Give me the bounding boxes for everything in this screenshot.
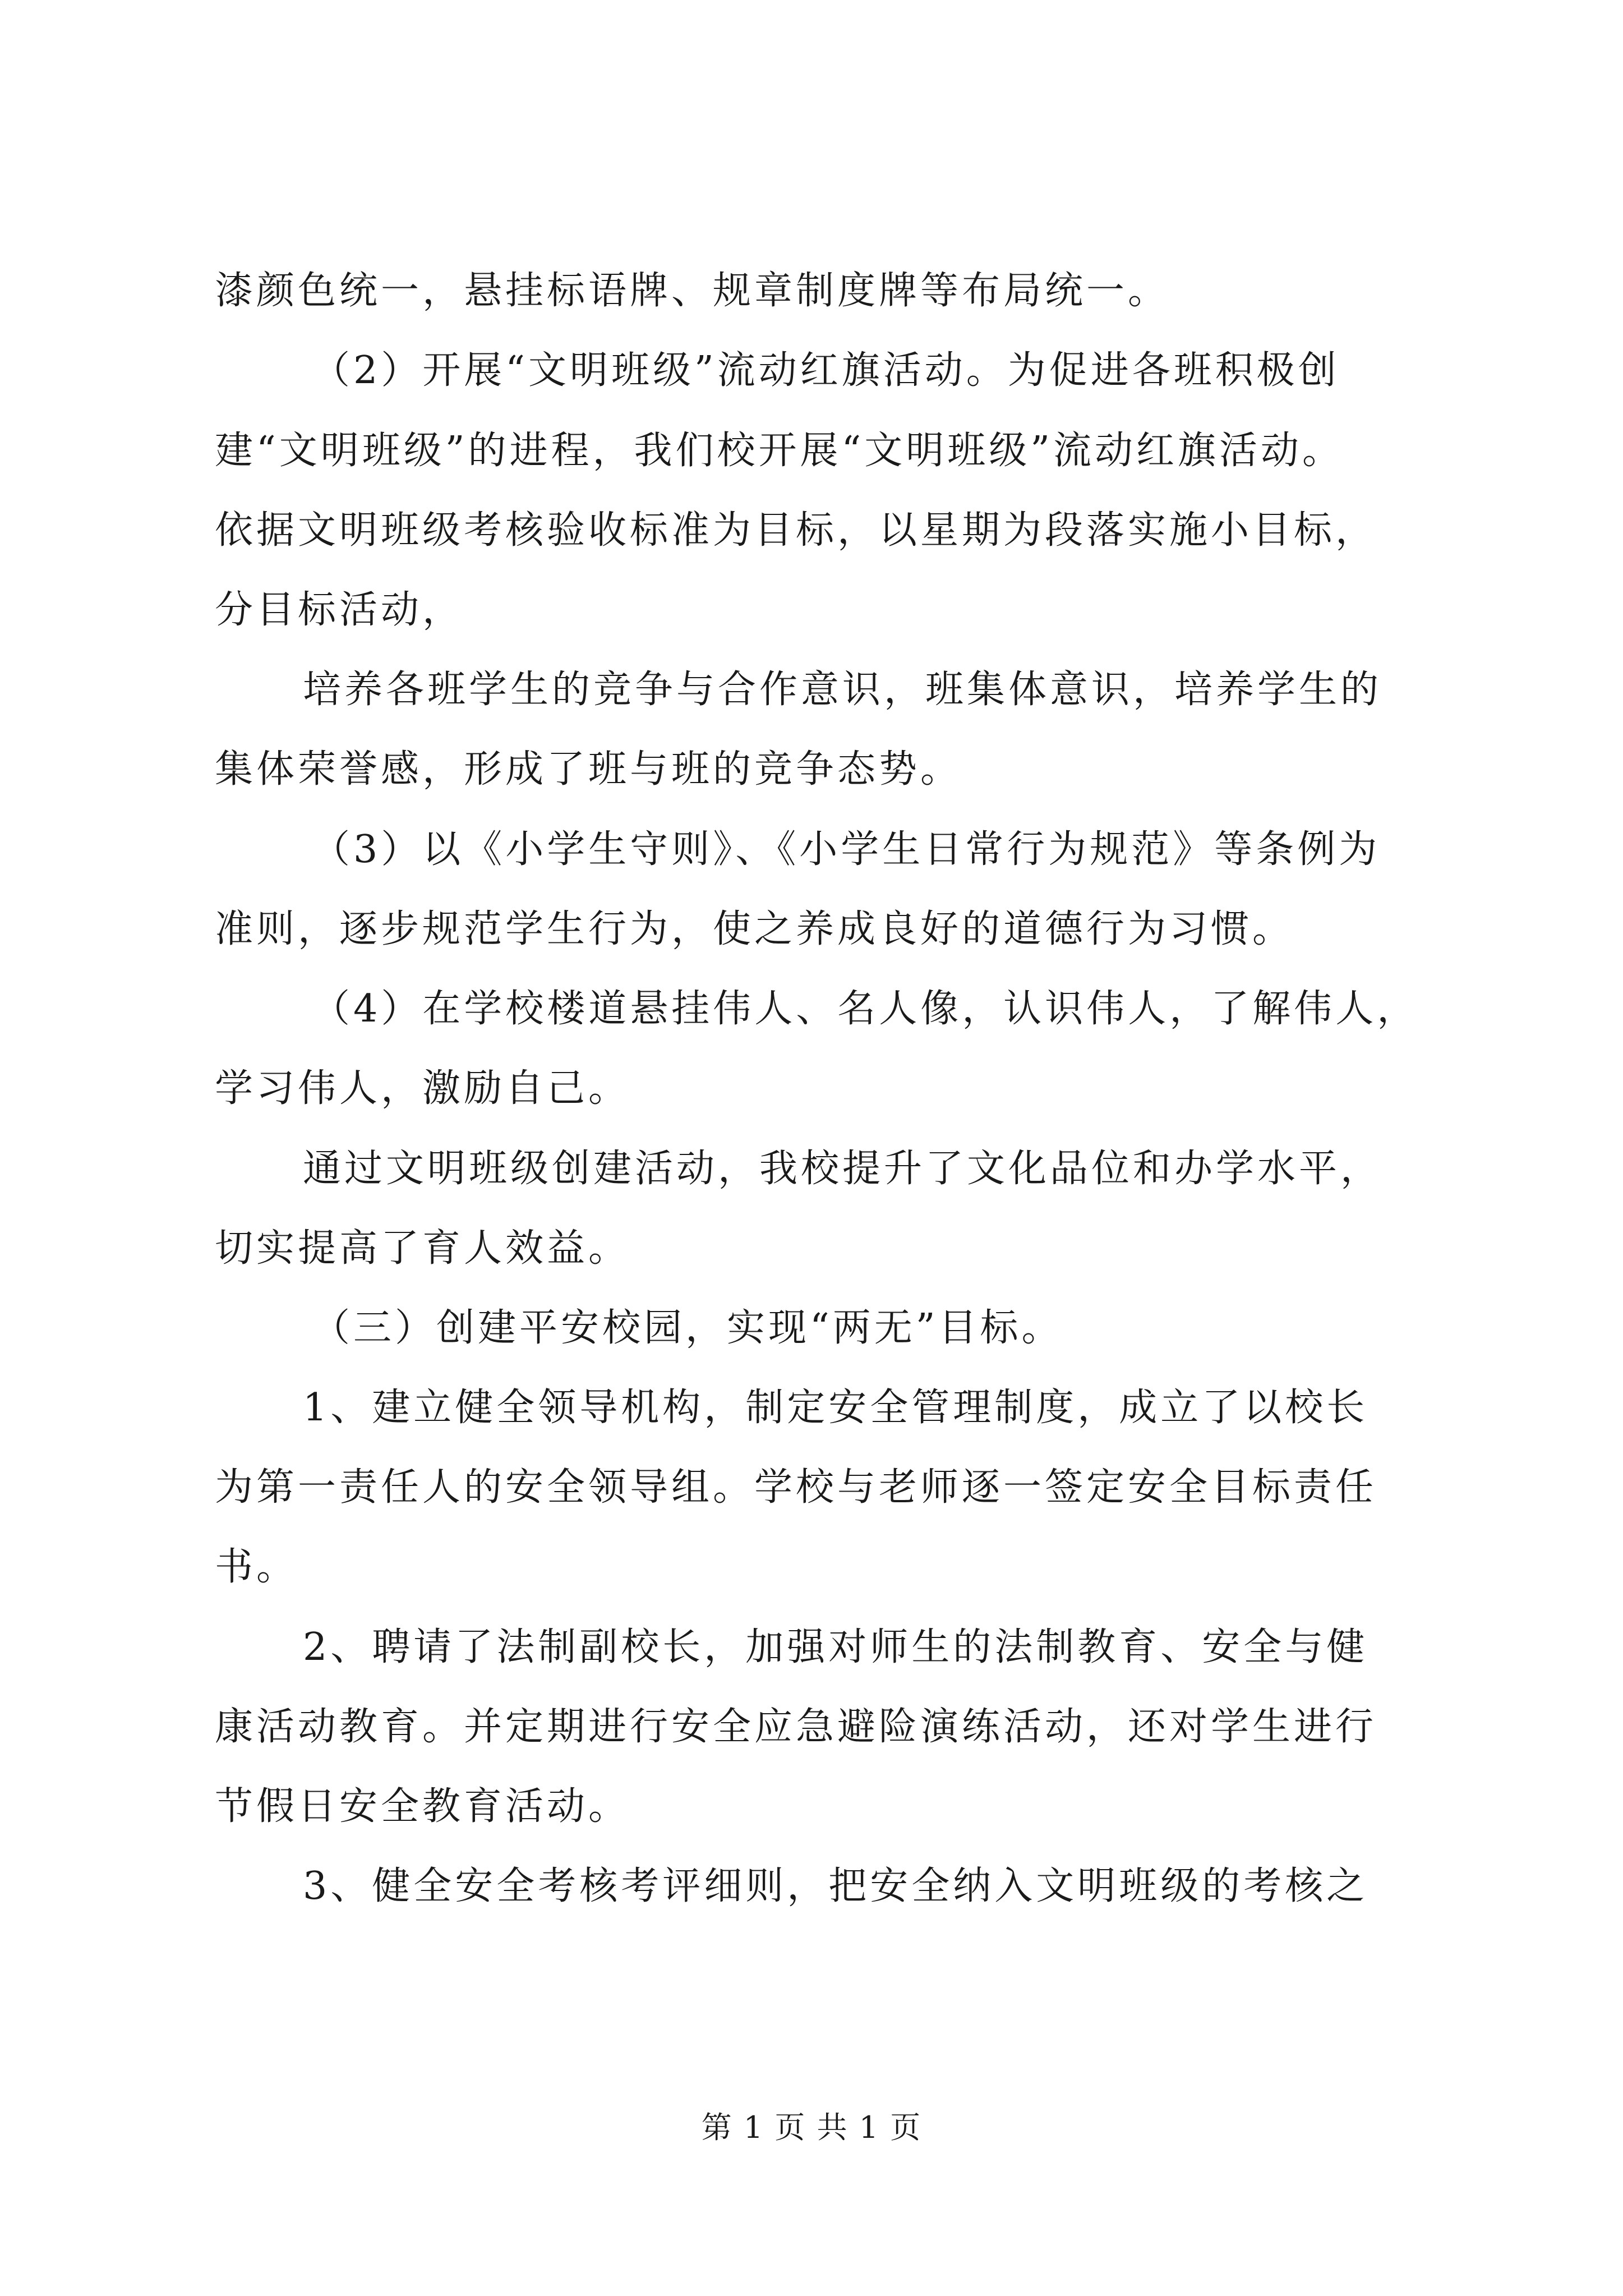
text-line-19: 康活动教育。并定期进行安全应急避险演练活动，还对学生进行	[215, 1705, 1377, 1749]
text-line-16: 为第一责任人的安全领导组。学校与老师逐一签定安全目标责任	[215, 1465, 1377, 1510]
text-line-17: 书。	[215, 1545, 298, 1589]
text-line-18: 2、聘请了法制副校长，加强对师生的法制教育、安全与健	[303, 1625, 1368, 1669]
text-line-10: （4）在学校楼道悬挂伟人、名人像，认识伟人，了解伟人，	[312, 987, 1419, 1031]
page-footer: 第 1 页 共 1 页	[701, 2110, 922, 2145]
text-line-5: 分目标活动，	[215, 588, 464, 632]
text-line-6: 培养各班学生的竞争与合作意识，班集体意识，培养学生的	[303, 668, 1382, 712]
text-line-13: 切实提高了育人效益。	[215, 1226, 630, 1271]
text-line-3: 建“文明班级”的进程，我们校开展“文明班级”流动红旗活动。	[215, 429, 1344, 473]
text-line-20: 节假日安全教育活动。	[215, 1784, 630, 1829]
text-line-4: 依据文明班级考核验收标准为目标，以星期为段落实施小目标，	[215, 508, 1377, 553]
text-line-21: 3、健全安全考核考评细则，把安全纳入文明班级的考核之	[303, 1864, 1368, 1908]
text-line-12: 通过文明班级创建活动，我校提升了文化品位和办学水平，	[303, 1147, 1382, 1191]
text-line-1: 漆颜色统一，悬挂标语牌、规章制度牌等布局统一。	[215, 269, 1170, 313]
text-line-14: （三）创建平安校园，实现“两无”目标。	[312, 1306, 1063, 1350]
text-line-2: （2）开展“文明班级”流动红旗活动。为促进各班积极创	[312, 348, 1340, 393]
text-line-15: 1、建立健全领导机构，制定安全管理制度，成立了以校长	[303, 1386, 1368, 1430]
text-line-8: （3）以《小学生守则》、《小学生日常行为规范》等条例为	[312, 827, 1381, 872]
text-line-11: 学习伟人，激励自己。	[215, 1066, 630, 1111]
text-line-7: 集体荣誉感，形成了班与班的竞争态势。	[215, 747, 962, 792]
text-line-9: 准则，逐步规范学生行为，使之养成良好的道德行为习惯。	[215, 907, 1294, 951]
